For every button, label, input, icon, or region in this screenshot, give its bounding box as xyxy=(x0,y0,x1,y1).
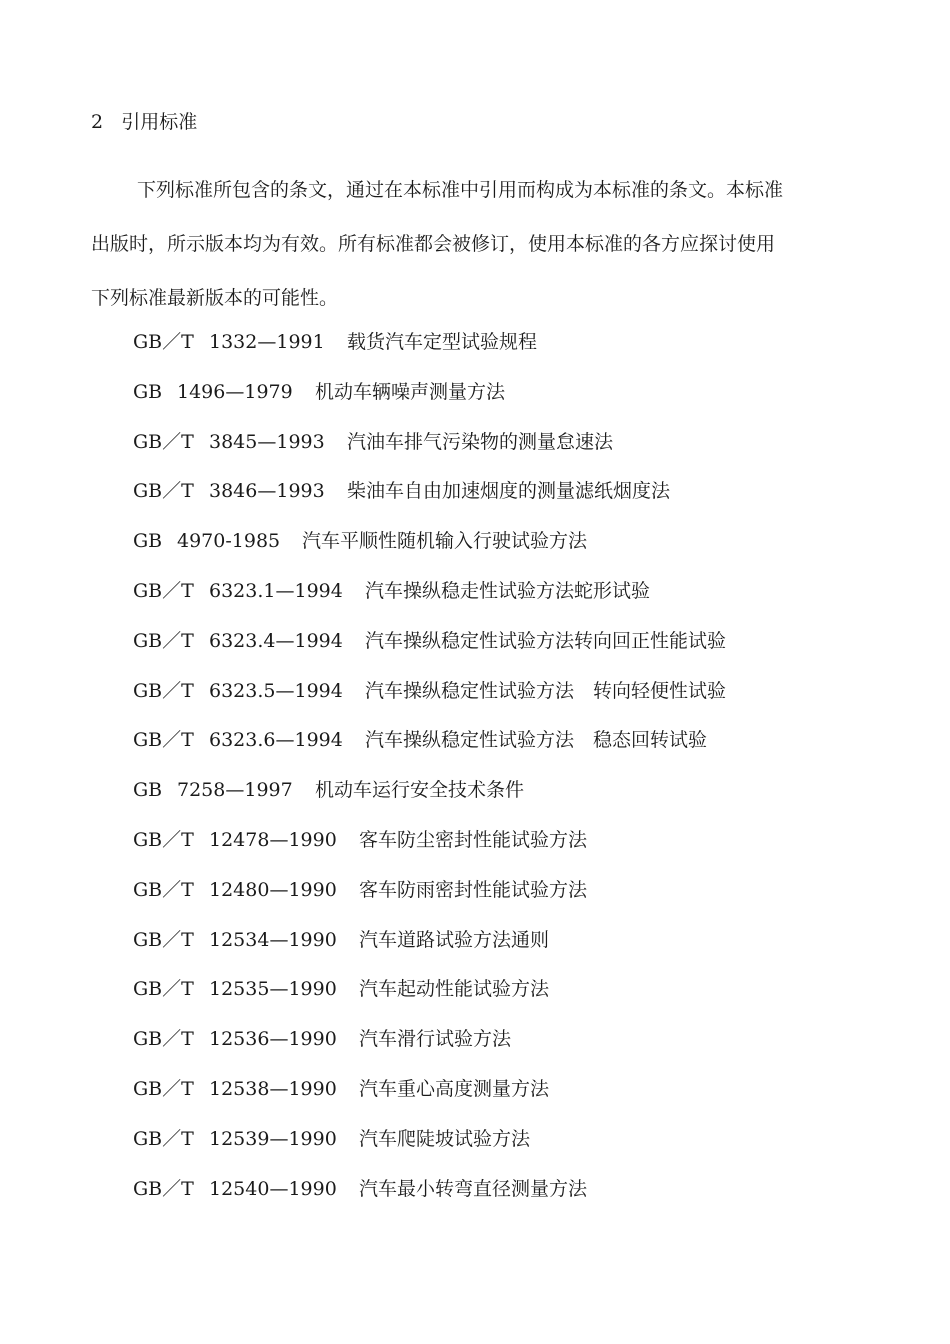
reference-title: 汽车操纵稳定性试验方法转向回正性能试验 xyxy=(365,629,727,652)
reference-code: 12540—1990 xyxy=(209,1177,337,1200)
reference-prefix: GB／T xyxy=(133,331,194,353)
intro-paragraph xyxy=(91,176,871,338)
reference-prefix: GB xyxy=(133,530,163,553)
reference-item xyxy=(133,677,893,705)
reference-code: 12535—1990 xyxy=(209,978,337,1001)
reference-title: 汽车重心高度测量方法 xyxy=(359,1077,550,1100)
reference-code: 12538—1990 xyxy=(209,1077,337,1100)
reference-item xyxy=(133,477,893,505)
reference-prefix: GB xyxy=(133,779,163,802)
reference-item xyxy=(133,428,893,456)
reference-title: 机动车运行安全技术条件 xyxy=(315,779,525,802)
reference-item xyxy=(133,726,893,754)
section-title: 引用标准 xyxy=(121,111,198,133)
reference-item xyxy=(133,1175,893,1203)
reference-title: 机动车辆噪声测量方法 xyxy=(315,380,506,403)
reference-prefix: GB／T xyxy=(133,928,194,951)
reference-item xyxy=(133,378,893,406)
reference-code: 12480—1990 xyxy=(209,878,337,901)
reference-code: 1496—1979 xyxy=(177,380,293,403)
reference-item xyxy=(133,1075,893,1103)
reference-code: 12478—1990 xyxy=(209,828,337,851)
reference-item xyxy=(133,926,893,954)
intro-line: 出版时，所示版本均为有效。所有标准都会被修订，使用本标准的各方应探讨使用 xyxy=(91,233,776,255)
reference-code: 6323.5—1994 xyxy=(209,679,343,702)
reference-item xyxy=(133,328,893,356)
reference-code: 4970-1985 xyxy=(177,530,281,553)
reference-prefix: GB xyxy=(133,380,163,403)
reference-prefix: GB／T xyxy=(133,978,194,1001)
reference-title: 汽车平顺性随机输入行驶试验方法 xyxy=(302,530,588,553)
reference-prefix: GB／T xyxy=(133,1077,194,1100)
reference-title: 客车防雨密封性能试验方法 xyxy=(359,878,588,901)
reference-title: 客车防尘密封性能试验方法 xyxy=(359,828,588,851)
reference-title: 汽车滑行试验方法 xyxy=(359,1028,512,1051)
reference-prefix: GB／T xyxy=(133,480,194,503)
reference-code: 6323.4—1994 xyxy=(209,629,343,652)
reference-title: 汽油车排气污染物的测量怠速法 xyxy=(347,430,614,453)
reference-item xyxy=(133,1025,893,1053)
reference-item xyxy=(133,577,893,605)
reference-code: 12534—1990 xyxy=(209,928,337,951)
reference-item xyxy=(133,527,893,555)
reference-prefix: GB／T xyxy=(133,1177,194,1200)
reference-code: 7258—1997 xyxy=(177,779,293,802)
reference-title: 汽车起动性能试验方法 xyxy=(359,978,550,1001)
reference-code: 3846—1993 xyxy=(209,480,325,503)
reference-title: 汽车最小转弯直径测量方法 xyxy=(359,1177,588,1200)
reference-prefix: GB／T xyxy=(133,430,194,453)
reference-title: 载货汽车定型试验规程 xyxy=(347,331,538,353)
intro-line: 下列标准最新版本的可能性。 xyxy=(91,287,339,309)
reference-code: 6323.1—1994 xyxy=(209,579,343,602)
reference-code: 12539—1990 xyxy=(209,1127,337,1150)
reference-item xyxy=(133,776,893,804)
reference-title: 柴油车自由加速烟度的测量滤纸烟度法 xyxy=(347,480,671,503)
reference-prefix: GB／T xyxy=(133,878,194,901)
reference-code: 12536—1990 xyxy=(209,1028,337,1051)
reference-title: 汽车操纵稳定性试验方法 稳态回转试验 xyxy=(365,729,708,752)
reference-title: 汽车操纵稳定性试验方法 转向轻便性试验 xyxy=(365,679,727,702)
reference-prefix: GB／T xyxy=(133,1127,194,1150)
reference-prefix: GB／T xyxy=(133,729,194,752)
reference-prefix: GB／T xyxy=(133,579,194,602)
reference-prefix: GB／T xyxy=(133,629,194,652)
reference-list xyxy=(133,328,893,1224)
reference-prefix: GB／T xyxy=(133,828,194,851)
reference-code: 1332—1991 xyxy=(209,331,325,353)
reference-prefix: GB／T xyxy=(133,679,194,702)
reference-item xyxy=(133,975,893,1003)
reference-prefix: GB／T xyxy=(133,1028,194,1051)
section-heading xyxy=(91,108,197,136)
reference-title: 汽车道路试验方法通则 xyxy=(359,928,550,951)
reference-code: 6323.6—1994 xyxy=(209,729,343,752)
section-number: 2 xyxy=(91,111,104,133)
reference-code: 3845—1993 xyxy=(209,430,325,453)
reference-title: 汽车操纵稳走性试验方法蛇形试验 xyxy=(365,579,651,602)
reference-item xyxy=(133,627,893,655)
intro-line: 下列标准所包含的条文，通过在本标准中引用而构成为本标准的条文。本标准 xyxy=(137,179,784,201)
reference-item xyxy=(133,876,893,904)
reference-item xyxy=(133,1125,893,1153)
reference-item xyxy=(133,826,893,854)
reference-title: 汽车爬陡坡试验方法 xyxy=(359,1127,531,1150)
